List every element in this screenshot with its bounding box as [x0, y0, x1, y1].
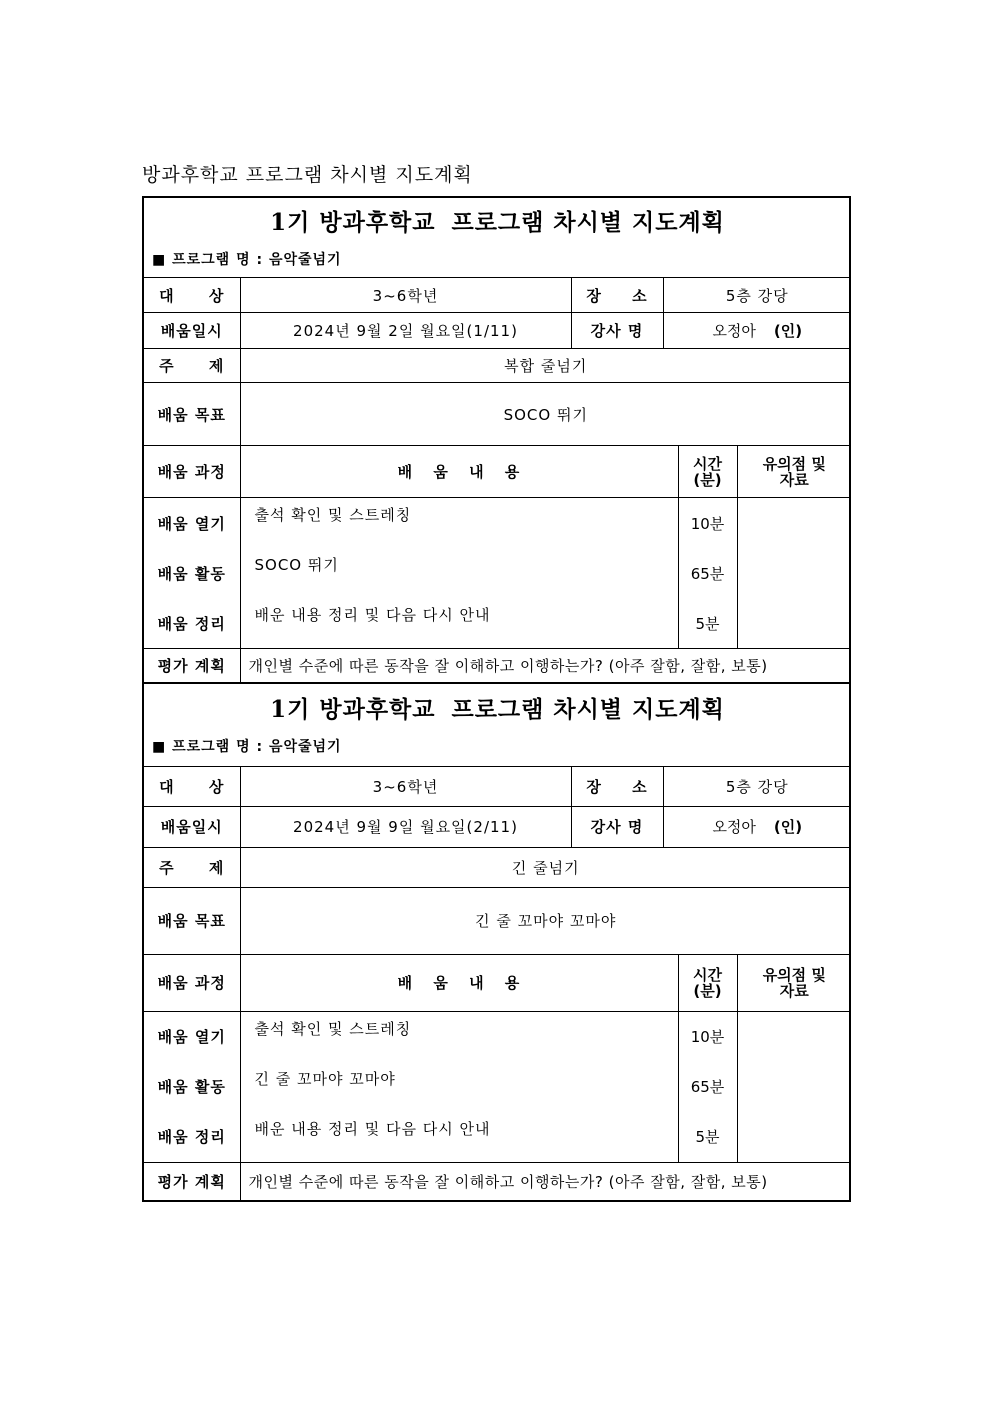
step-time: 10분 [690, 1028, 725, 1046]
step-content: 출석 확인 및 스트레칭 [254, 506, 412, 524]
step-names [144, 498, 240, 649]
step-notes [737, 1011, 851, 1162]
seal-mark: (인) [773, 322, 803, 340]
step-content: 배운 내용 정리 및 다음 다시 안내 [254, 606, 491, 624]
step-content: SOCO 뛰기 [254, 556, 339, 574]
goal-label: 배움 목표 [144, 887, 240, 954]
plan-title [144, 198, 851, 237]
place-value: 5층 강당 [663, 278, 851, 313]
time-label-line1: 시간 [693, 454, 722, 473]
content-label: 배 움 내 용 [240, 446, 678, 498]
step-time: 5분 [695, 1128, 720, 1146]
time-label [678, 446, 737, 498]
date-label: 배움일시 [144, 313, 240, 349]
notes-label-line1: 유의점 및 [762, 965, 826, 984]
target-label: 대 상 [144, 766, 240, 806]
step-notes [737, 498, 851, 649]
target-value: 3~6학년 [240, 766, 571, 806]
step-time: 10분 [690, 514, 725, 533]
step-contents [240, 1011, 678, 1162]
notes-label [737, 446, 851, 498]
plan-title-left: 1기 방과후학교 [270, 209, 436, 236]
teacher-cell [663, 313, 851, 349]
notes-label-line2: 자료 [779, 981, 809, 1000]
program-name-line: ■ 프로그램 명 : 음악줄넘기 [152, 252, 342, 268]
eval-value: 개인별 수준에 따른 동작을 잘 이해하고 이행하는가? (아주 잘함, 잘함, 보통) [240, 1162, 851, 1200]
step-name: 배움 활동 [157, 1078, 226, 1096]
topic-label: 주 제 [144, 847, 240, 887]
eval-label: 평가 계획 [144, 1162, 240, 1200]
time-label-line2: (분) [693, 470, 722, 489]
time-label-line2: (분) [693, 981, 722, 1000]
page-heading: 방과후학교 프로그램 차시별 지도계획 [142, 164, 473, 186]
lesson-plan-2 [142, 682, 851, 1202]
notes-label [737, 954, 851, 1011]
step-name: 배움 정리 [157, 614, 226, 633]
notes-label-line1: 유의점 및 [762, 454, 826, 473]
time-label [678, 954, 737, 1011]
process-label: 배움 과정 [144, 446, 240, 498]
step-content: 출석 확인 및 스트레칭 [254, 1019, 412, 1038]
program-name-line: ■ 프로그램 명 : 음악줄넘기 [152, 739, 342, 756]
place-label: 장 소 [571, 766, 663, 806]
teacher-value: 오정아 [712, 322, 756, 340]
eval-value: 개인별 수준에 따른 동작을 잘 이해하고 이행하는가? (아주 잘함, 잘함, 보통) [240, 649, 851, 682]
step-contents [240, 498, 678, 649]
teacher-cell [663, 806, 851, 847]
time-label-line1: 시간 [693, 965, 722, 984]
step-names [144, 1011, 240, 1162]
plan-title [144, 685, 851, 724]
step-content: 배운 내용 정리 및 다음 다시 안내 [254, 1119, 491, 1138]
step-name: 배움 열기 [157, 1028, 226, 1046]
seal-mark: (인) [773, 818, 803, 836]
teacher-label: 강사 명 [571, 806, 663, 847]
step-times [678, 1011, 737, 1162]
plan-title-right: 프로그램 차시별 지도계획 [451, 696, 725, 724]
goal-label: 배움 목표 [144, 383, 240, 446]
plan-title-right: 프로그램 차시별 지도계획 [451, 209, 725, 236]
target-value: 3~6학년 [240, 278, 571, 313]
step-content: 긴 줄 꼬마야 꼬마야 [254, 1069, 396, 1088]
teacher-value: 오정아 [712, 818, 756, 836]
goal-value: SOCO 뛰기 [240, 383, 851, 446]
step-time: 65분 [690, 1078, 725, 1096]
step-times [678, 498, 737, 649]
plan-title-left: 1기 방과후학교 [270, 696, 436, 724]
target-label: 대 상 [144, 278, 240, 313]
notes-label-line2: 자료 [779, 470, 809, 489]
lesson-plan-1 [142, 196, 851, 684]
goal-value: 긴 줄 꼬마야 꼬마야 [240, 887, 851, 954]
date-value: 2024년 9월 2일 월요일(1/11) [240, 313, 571, 349]
step-name: 배움 정리 [157, 1128, 226, 1146]
place-value: 5층 강당 [663, 766, 851, 806]
content-label: 배 움 내 용 [240, 954, 678, 1011]
date-label: 배움일시 [144, 806, 240, 847]
date-value: 2024년 9월 9일 월요일(2/11) [240, 806, 571, 847]
topic-value: 복합 줄넘기 [240, 349, 851, 383]
topic-value: 긴 줄넘기 [240, 847, 851, 887]
process-label: 배움 과정 [144, 954, 240, 1011]
step-name: 배움 활동 [157, 564, 226, 583]
step-time: 5분 [695, 614, 720, 633]
place-label: 장 소 [571, 278, 663, 313]
step-time: 65분 [690, 564, 725, 583]
topic-label: 주 제 [144, 349, 240, 383]
step-name: 배움 열기 [157, 514, 226, 533]
eval-label: 평가 계획 [144, 649, 240, 682]
teacher-label: 강사 명 [571, 313, 663, 349]
